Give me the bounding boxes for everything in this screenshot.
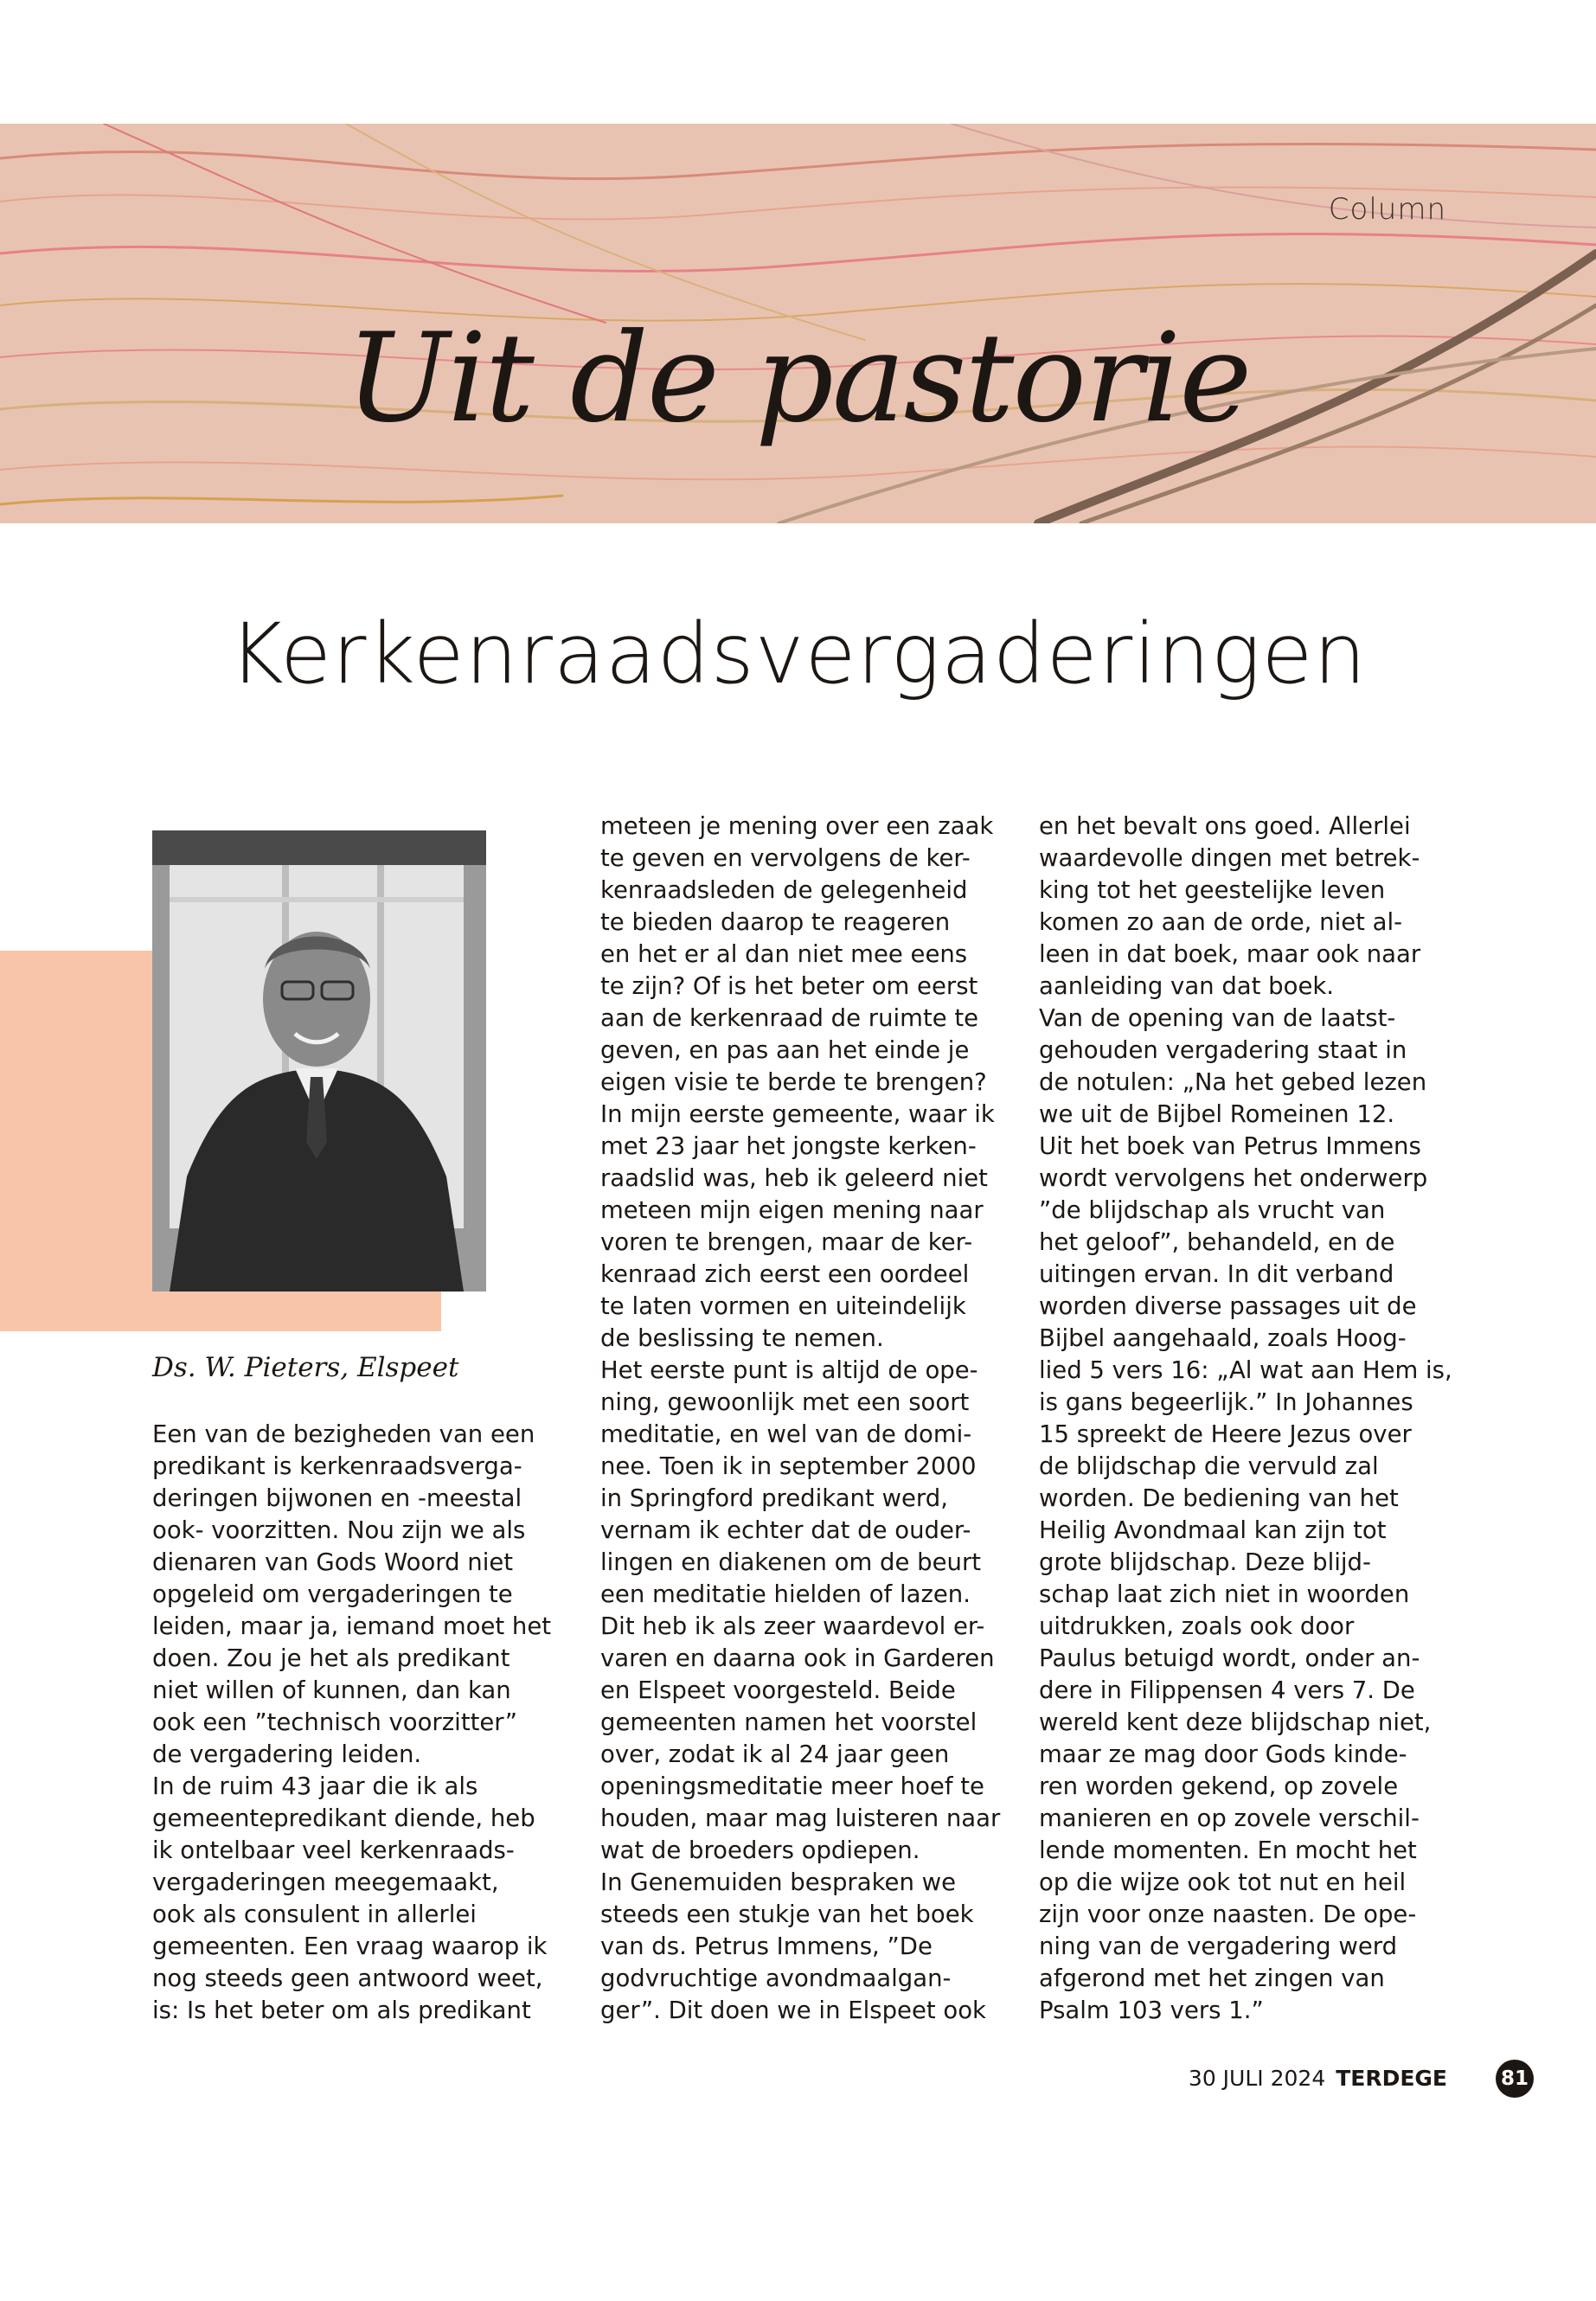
article-title: Kerkenraadsvergaderingen: [228, 606, 1368, 702]
column-title: Uit de pastorie: [345, 307, 1251, 450]
page-number-badge: 81: [1496, 2060, 1534, 2098]
page-footer: [1189, 2066, 1447, 2091]
column-text: Een van de bezigheden van een predikant is kerkenraadsverga- deringen bijwonen en -meestal ook- voorzitten. Nou zijn we als dienaren van Gods Woord niet opgeleid om vergaderingen te leiden, maar ja, iemand moet het doen. Zou je het als predikant niet willen of kunnen, dan kan ook een ”technisch voorzitter” de vergadering leiden. In de ruim 43 jaar die ik als gemeentepredikant diende, heb ik ontelbaar veel kerkenraads- vergaderingen meegemaakt, ook als consulent in allerlei gemeenten. Een vraag waarop ik nog steeds geen antwoord weet, is: Is het beter om als predikant: [152, 1420, 552, 2024]
article-column-3: [1039, 811, 1454, 2027]
author-photo: [152, 830, 486, 1292]
column-text: en het bevalt ons goed. Allerlei waardevolle dingen met betrek- king tot het geestelijke leven komen zo aan de orde, niet al- leen in dat boek, maar ook naar aanleiding van dat boek. Van de opening van de laatst- gehouden vergadering staat in de notulen: „Na het gebed lezen we uit de Bijbel Romeinen 12. Uit het boek van Petrus Immens wordt vervolgens het onderwerp ”de blijdschap als vrucht van het geloof”, behandeld, en de uitingen ervan. In dit verband worden diverse passages uit de Bijbel aangehaald, zoals Hoog- lied 5 vers 16: „Al wat aan Hem is, is gans begeerlijk.” In Johannes 15 spreekt de Heere Jezus over de blijdschap die vervuld zal worden. De bediening van het Heilig Avondmaal kan zijn tot grote blijdschap. Deze blijd- schap laat zich niet in woorden uitdrukken, zoals ook door Paulus betuigd wordt, onder an- dere in Filippensen 4 vers 7. De wereld kent deze blijdschap niet, maar ze mag door Gods kinde- ren worden gekend, op zovele manieren en op zovele verschil- lende momenten. En mocht het op die wijze ook tot nut en heil zijn voor onze naasten. De ope- ning van de vergadering werd afgerond met het zingen van Psalm 103 vers 1.”: [1039, 812, 1452, 2024]
author-byline: Ds. W. Pieters, Elspeet: [152, 1352, 459, 1383]
section-label: Column: [1328, 192, 1446, 227]
article-column-2: [600, 811, 1016, 2027]
article-column-1: [152, 1419, 567, 2027]
magazine-name: TERDEGE: [1336, 2066, 1447, 2091]
issue-date: 30 JULI 2024: [1188, 2066, 1326, 2091]
column-text: meteen je mening over een zaak te geven en vervolgens de ker- kenraadsleden de gelegenheid te bieden daarop te reageren en het er al dan niet mee eens te zijn? Of is het beter om eerst aan de kerkenraad de ruimte te geven, en pas aan het einde je eigen visie te berde te brengen? In mijn eerste gemeente, waar ik met 23 jaar het jongste kerken- raadslid was, heb ik geleerd niet meteen mijn eigen mening naar voren te brengen, maar de ker- kenraad zich eerst een oordeel te laten vormen en uiteindelijk de beslissing te nemen. Het eerste punt is altijd de ope- ning, gewoonlijk met een soort meditatie, en wel van de domi- nee. Toen ik in september 2000 in Springford predikant werd, vernam ik echter dat de ouder- lingen en diakenen om de beurt een meditatie hielden of lazen. Dit heb ik als zeer waardevol er- varen en daarna ook in Garderen en Elspeet voorgesteld. Beide gemeenten namen het voorstel over, zodat ik al 24 jaar geen openingsmeditatie meer hoef te houden, maar mag luisteren naar wat de broeders opdiepen. In Genemuiden bespraken we steeds een stukje van het boek van ds. Petrus Immens, ”De godvruchtige avondmaalgan- ger”. Dit doen we in Elspeet ook: [600, 812, 1001, 2024]
